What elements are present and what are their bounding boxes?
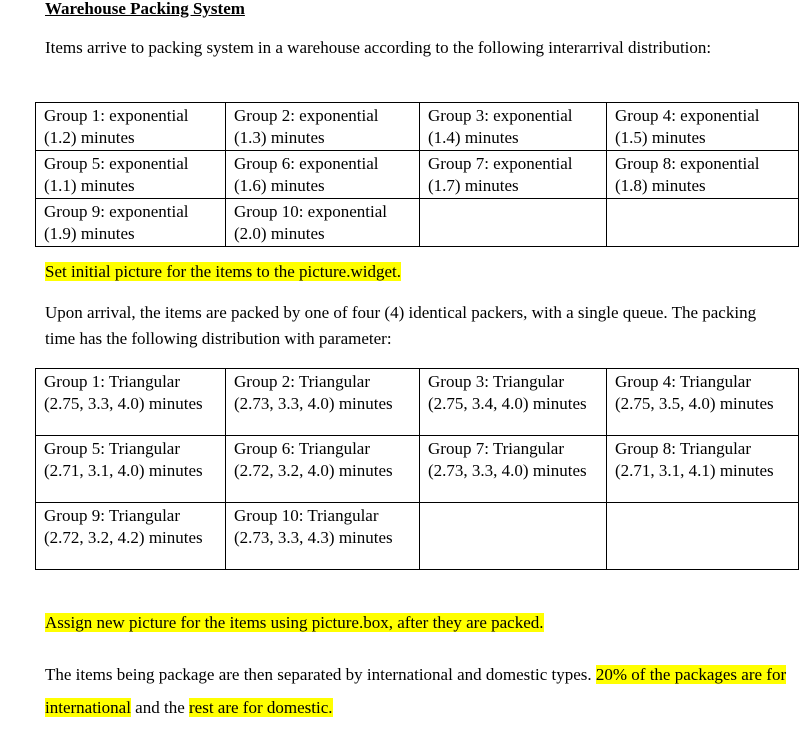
separation-text: The items being package are then separated by international and domestic types. xyxy=(45,665,592,684)
domestic-share-highlight: rest are for domestic. xyxy=(189,698,333,717)
table-row xyxy=(36,103,799,151)
table-cell: Group 10: Triangular (2.73, 3.3, 4.3) minutes xyxy=(226,503,420,570)
packing-intro-paragraph: Upon arrival, the items are packed by one of four (4) identical packers, with a single queue. The packing time has the following distribution with parameter: xyxy=(45,303,757,348)
table-cell: Group 7: Triangular (2.73, 3.3, 4.0) minutes xyxy=(420,436,607,503)
separation-paragraph xyxy=(45,658,790,724)
table-cell: Group 9: exponential (1.9) minutes xyxy=(36,199,226,247)
table-cell: Group 6: Triangular (2.72, 3.2, 4.0) minutes xyxy=(226,436,420,503)
new-picture-instruction xyxy=(45,610,790,636)
table-row xyxy=(36,199,799,247)
intro-paragraph: Items arrive to packing system in a warehouse according to the following interarrival distribution: xyxy=(45,38,712,57)
document-title: Warehouse Packing System xyxy=(45,0,245,18)
table-cell: Group 2: Triangular (2.73, 3.3, 4.0) minutes xyxy=(226,369,420,436)
table-cell: Group 4: exponential (1.5) minutes xyxy=(607,103,799,151)
initial-picture-instruction xyxy=(45,259,790,285)
table-cell: Group 2: exponential (1.3) minutes xyxy=(226,103,420,151)
table-cell: Group 6: exponential (1.6) minutes xyxy=(226,151,420,199)
table-cell: Group 5: Triangular (2.71, 3.1, 4.0) minutes xyxy=(36,436,226,503)
table-cell: Group 7: exponential (1.7) minutes xyxy=(420,151,607,199)
table-row xyxy=(36,151,799,199)
table-cell: Group 8: Triangular (2.71, 3.1, 4.1) minutes xyxy=(607,436,799,503)
arrival-distribution-table xyxy=(35,102,799,247)
table-cell: Group 3: Triangular (2.75, 3.4, 4.0) minutes xyxy=(420,369,607,436)
table-cell: Group 1: Triangular (2.75, 3.3, 4.0) minutes xyxy=(36,369,226,436)
table-cell-empty xyxy=(607,503,799,570)
table-row xyxy=(36,503,799,570)
table-cell: Group 10: exponential (2.0) minutes xyxy=(226,199,420,247)
highlighted-text: Set initial picture for the items to the picture.widget. xyxy=(45,262,401,281)
table-row xyxy=(36,436,799,503)
table-cell-empty xyxy=(420,199,607,247)
highlighted-text: Assign new picture for the items using picture.box, after they are packed. xyxy=(45,613,544,632)
table-cell: Group 9: Triangular (2.72, 3.2, 4.2) minutes xyxy=(36,503,226,570)
table-cell: Group 8: exponential (1.8) minutes xyxy=(607,151,799,199)
table-cell: Group 5: exponential (1.1) minutes xyxy=(36,151,226,199)
table-cell: Group 1: exponential (1.2) minutes xyxy=(36,103,226,151)
separation-text-connector: and the xyxy=(135,698,185,717)
table-row xyxy=(36,369,799,436)
table-cell-empty xyxy=(607,199,799,247)
table-cell-empty xyxy=(420,503,607,570)
international-share-highlight: 20% of the packages are for international xyxy=(45,665,787,717)
table-cell: Group 3: exponential (1.4) minutes xyxy=(420,103,607,151)
table-cell: Group 4: Triangular (2.75, 3.5, 4.0) minutes xyxy=(607,369,799,436)
packing-time-table xyxy=(35,368,799,570)
